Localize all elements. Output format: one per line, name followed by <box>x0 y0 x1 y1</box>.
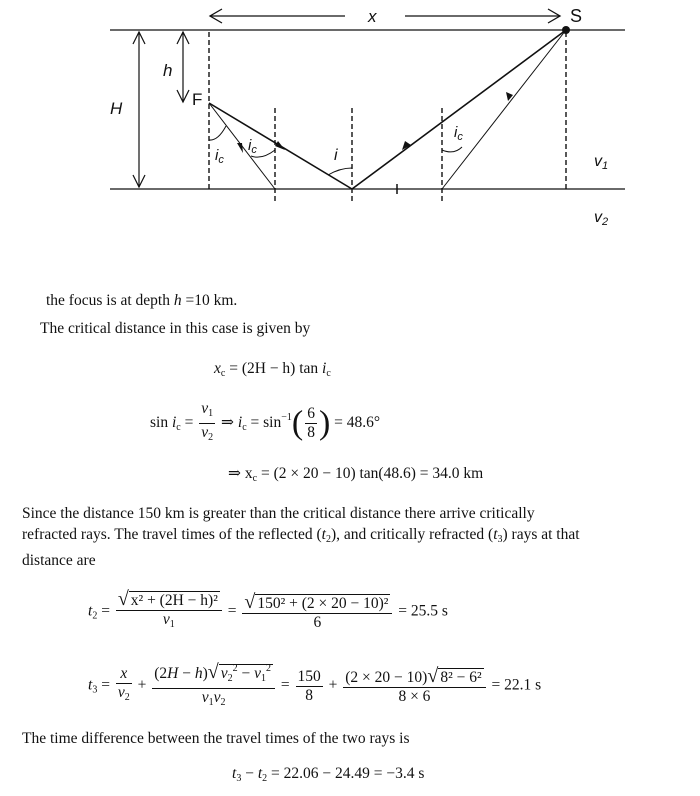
angle-arc-ic-right <box>442 147 462 152</box>
xc-calculation-equation: ⇒ $x_c = (2 \times 20 - 10) \tan(48.6) = 34.0$ km <box>228 465 484 484</box>
label-i: i <box>334 147 338 164</box>
label-h: h <box>163 61 173 80</box>
critical-arrow-down <box>237 143 243 153</box>
label-H: H <box>110 99 123 118</box>
label-v1: v1 <box>594 153 609 172</box>
critical-distance-intro: The critical distance in this case is given by <box>40 320 311 337</box>
t3-equation: $t_3$ = $\frac{x}{v_2}$ + $\frac{(2H - h)√ v_2^2 - v_1^2}{v_1v_2}$ = $\frac{150}{8}$ + $\frac{\text{(2 × 20 − 10)√ 8² − 6²}}{8 \times 6}$ = 22.1 s <box>88 661 542 708</box>
arcsin-equation: $\sin i_c$ = $\frac{v_1}{v_2}$ ⇒ $i_c = \sin^{-1}$( $\frac{6}{8}$ ) = 48.6° <box>150 400 381 443</box>
since-paragraph: Since the distance 150 km is greater than the critical distance there arrive critically refracted rays. The travel times of the reflected $(t_2)$, and critically refracted $(t_3)$ rays at that distance are <box>22 505 580 569</box>
reflected-ray-up <box>352 30 566 189</box>
label-ic-left: $i_c$ <box>215 147 224 166</box>
xc-definition-equation: $x_c = (2H - h)$ $\tan i_c$ <box>214 360 331 379</box>
label-x: x <box>368 7 377 26</box>
angle-arc-ic-left <box>209 126 226 140</box>
time-difference-equation: $t_3 - t_2 = 22.06 - 24.49 = -3.4$ s <box>232 765 425 784</box>
ray-arrow-down <box>275 141 285 150</box>
label-S: S <box>570 6 583 26</box>
seismic-ray-diagram <box>0 0 700 260</box>
label-ic-right: $i_c$ <box>454 124 463 143</box>
critical-ray-up <box>442 30 566 189</box>
angle-arc-i <box>328 168 352 175</box>
label-F: F <box>192 90 203 109</box>
source-point <box>562 26 570 34</box>
t2-equation: $t_2$ = $\frac{\text{√ x² + (2H − h)²}}{v_1}$ = $\frac{\text{√ 150² + (2 × 20 − 10)²}}{6}$ = 25.5 s <box>88 588 448 631</box>
focus-depth-text: the focus is at depth h =10 km. <box>46 292 238 309</box>
time-difference-intro: The time difference between the travel times of the two rays is <box>22 730 410 747</box>
label-v2: v2 <box>594 209 609 228</box>
label-ic-mid: $i_c$ <box>248 137 257 156</box>
